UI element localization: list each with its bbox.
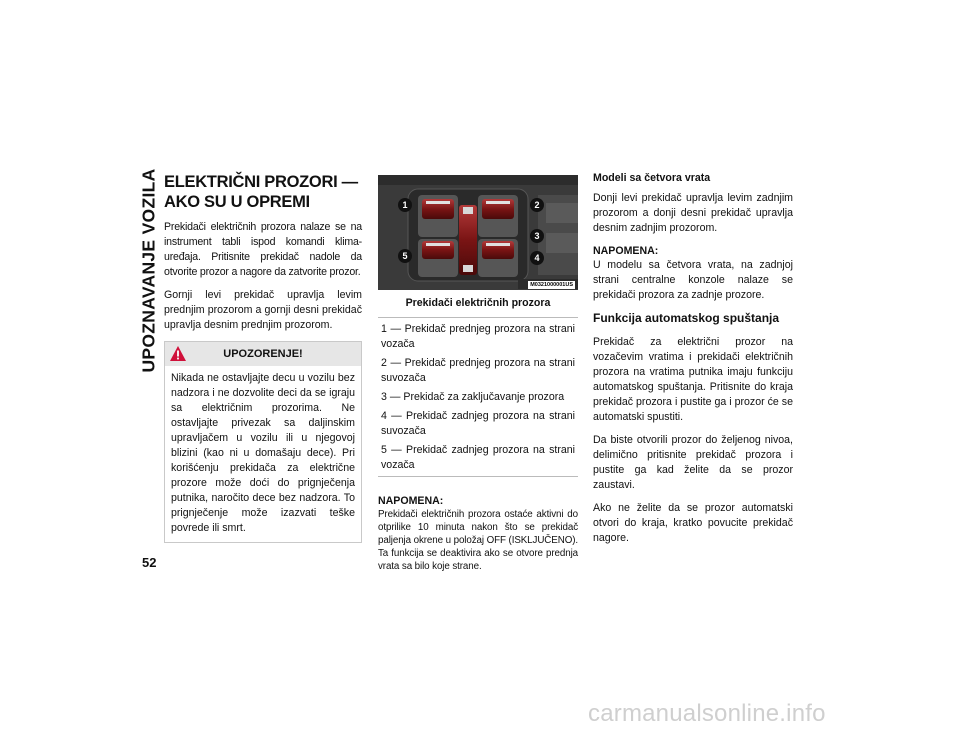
note-body: Prekidači električnih prozora ostaće aktivni do otprilike 10 minuta nakon što se prekidač paljenja okrene u položaj OFF (ISKLJUČENO). Ta funkcija se deaktivira ako se otvore prednja vrata sa bilo koje strane.: [378, 509, 578, 572]
page-number: 52: [142, 555, 157, 570]
warning-header: [165, 342, 361, 366]
window-switch-illustration: [378, 175, 578, 290]
callout-1: 1: [398, 198, 412, 212]
column-1: [164, 172, 362, 543]
callout-5: 5: [398, 249, 412, 263]
figure-legend: [378, 317, 578, 477]
legend-item: 1 — Prekidač prednjeg prozora na strani vozača: [381, 323, 575, 350]
callout-2: 2: [530, 198, 544, 212]
rear-switch-paragraph: Donji levi prekidač upravlja levim zadnjim prozorom a donji desni prekidač upravlja desnim zadnjim prozorom.: [593, 192, 793, 234]
warning-box: [164, 341, 362, 543]
watermark: carmanualsonline.info: [588, 700, 826, 727]
window-switch-figure: [378, 175, 578, 290]
section-heading: ELEKTRIČNI PROZORI — AKO SU U OPREMI: [164, 173, 358, 211]
warning-triangle-icon: [169, 345, 187, 362]
legend-item: 4 — Prekidač zadnjeg prozora na strani suvozača: [381, 410, 575, 437]
column-2: [378, 172, 578, 573]
warning-title: UPOZORENJE!: [223, 348, 303, 360]
partial-open-paragraph: Da biste otvorili prozor do željenog nivoa, delimično pritisnite prekidač prozora i pustite ga kad želite da se prozor zaustavi.: [593, 434, 793, 491]
legend-item: 2 — Prekidač prednjeg prozora na strani suvozača: [381, 357, 575, 384]
auto-down-paragraph: Prekidač za električni prozor na vozačevim vratima i prekidači električnih prozora na vratima putnika imaju funkciju automatskog spuštanja. Pritisnite do kraja prekidač prozora i pustite ga i prozor će se automatski spustiti.: [593, 336, 793, 423]
callout-3: 3: [530, 229, 544, 243]
subheading-four-door: Modeli sa četvora vrata: [593, 172, 711, 184]
legend-item: 5 — Prekidač zadnjeg prozora na strani vozača: [381, 444, 575, 471]
callout-4: 4: [530, 251, 544, 265]
column-3: [593, 172, 793, 554]
legend-item: 3 — Prekidač za zaključavanje prozora: [381, 391, 565, 403]
note-title: NAPOMENA:: [378, 495, 444, 507]
auto-down-heading: Funkcija automatskog spuštanja: [593, 311, 780, 325]
figure-code: M0321000001US: [530, 282, 573, 288]
front-switch-paragraph: Gornji levi prekidač upravlja levim prednjim prozorom a gornji desni prekidač upravlja desnim prednjim prozorom.: [164, 289, 362, 331]
warning-body: Nikada ne ostavljajte decu u vozilu bez nadzora i ne dozvolite deci da se igraju sa električnim prozorima. Ne ostavljajte privezak sa daljinskim upravljačem u vozilu ili u njegovoj blizini (kao ni u domašaju dece). Pri korišćenju prekidača za električne prozore može doći do prignječenja putnika, naročito dece bez nadzora. To prignječenje može izazvati teške povrede ili smrt.: [171, 372, 355, 534]
cancel-auto-paragraph: Ako ne želite da se prozor automatski otvori do kraja, kratko povucite prekidač nagore.: [593, 502, 793, 544]
figure-caption: Prekidači električnih prozora: [405, 297, 551, 309]
section-side-title: [138, 168, 160, 373]
note-title: NAPOMENA:: [593, 245, 659, 257]
note-body: U modelu sa četvora vrata, na zadnjoj strani centralne konzole nalaze se prekidači prozora za zadnje prozore.: [593, 259, 793, 301]
intro-paragraph: Prekidači električnih prozora nalaze se na instrument tabli ispod komandi klima-uređaja. Pritisnite prekidač nadole da otvorite prozor a nagore da zatvorite prozor.: [164, 221, 362, 278]
section-side-title-text: UPOZNAVANJE VOZILA: [138, 168, 159, 373]
